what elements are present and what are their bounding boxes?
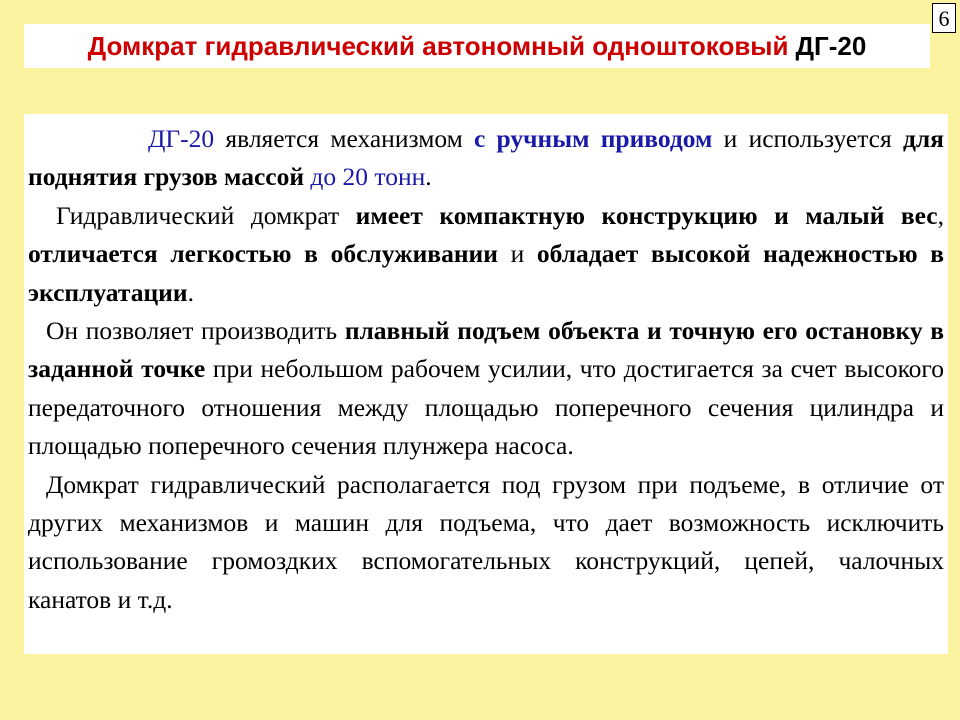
p1-text-a: является механизмом (214, 124, 474, 153)
p2-comma: , (937, 200, 944, 230)
p1-model: ДГ-20 (148, 124, 215, 153)
title-model: ДГ-20 (795, 30, 867, 61)
title-main: Домкрат гидравлический автономный одноштоковый (87, 30, 789, 61)
p2-and: и (497, 239, 537, 269)
p3-text-b: при небольшом рабочем усилии, что достигается за счет высокого передаточного отношения между площадью поперечного сечения цилиндра и площадью поперечного сечения плунжера насоса. (28, 354, 944, 461)
p2-period: . (187, 277, 194, 307)
paragraph-4 (28, 466, 944, 620)
p1-capacity: до 20 тонн (304, 162, 426, 192)
p3-smooth-lift: плавный подъем объекта и точную его остановку в заданной точке (28, 316, 945, 384)
p2-reliability: обладает высокой надежностью в эксплуатации (28, 239, 944, 307)
paragraph-3 (28, 312, 944, 466)
page-number: 6 (932, 3, 956, 33)
slide-title (24, 24, 930, 68)
p2-text-a: Гидравлический домкрат (56, 200, 356, 230)
p1-period: . (425, 162, 432, 192)
p2-easy-service: отличается легкостью в обслуживании (28, 239, 498, 269)
p1-text-b: и используется (712, 124, 903, 153)
p4-text: Домкрат гидравлический располагается под грузом при подъеме, в отличие от других механизмов и машин для подъема, что дает возможность исключить использование громоздких вспомогательных конструкций, цепей, чалочных канатов и т.д. (28, 469, 944, 614)
paragraph-2 (28, 197, 944, 312)
paragraph-1 (28, 120, 944, 197)
content-panel (24, 114, 948, 654)
p2-compact: имеет компактную конструкцию и малый вес (355, 200, 938, 230)
p3-text-a: Он позволяет производить (46, 316, 345, 346)
p1-manual-drive: с ручным приводом (473, 124, 713, 153)
p1-lifting: для поднятия грузов массой (28, 124, 944, 192)
